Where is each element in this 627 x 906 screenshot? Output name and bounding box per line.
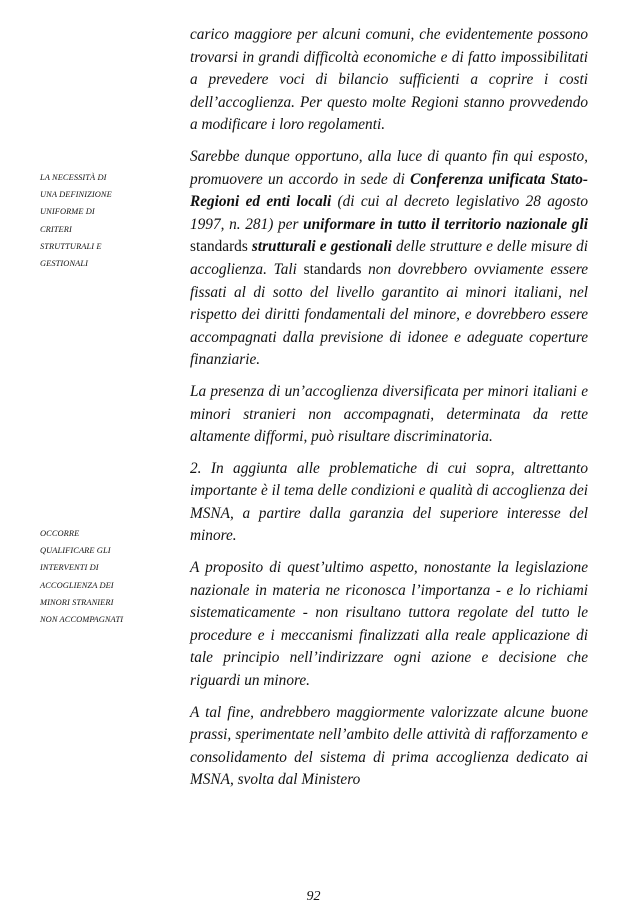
margin-note-line: UNA DEFINIZIONE [40, 190, 112, 200]
bold-phrase: uniformare in tutto il territorio nazionale gli [303, 215, 588, 233]
standards-term: standards [190, 238, 248, 256]
page-number: 92 [306, 889, 321, 904]
text-run: (di cui al decreto legislativo 28 agosto 1997, n. 281) per [190, 193, 588, 233]
paragraph-costs: carico maggiore per alcuni comuni, che evidentemente possono trovarsi in grandi difficoltà economiche e di fatto impossibilitati a prevedere voci di bilancio sufficienti a coprire i costi dell’accoglienza. Per questo molte Regioni stanno provvedendo a modificare i loro regolamenti. [190, 26, 588, 134]
bold-phrase: Conferenza unificata Stato-Regioni ed enti locali [190, 170, 588, 211]
margin-note-line: QUALIFICARE GLI [40, 546, 111, 556]
margin-note-line: UNIFORME DI [40, 207, 95, 217]
text-run: non dovrebbero ovviamente essere fissati al di sotto del livello garantito ai minori italiani, nel rispetto dei diritti fondamentali del minore, e dovrebbero essere accompagnati dalla previsione di idonee e adeguate coperture finanziarie. [190, 260, 588, 369]
margin-note-line: OCCORRE [40, 529, 80, 538]
text-run: delle strutture e delle misure di accoglienza. Tali [190, 238, 589, 278]
margin-note-line: STRUTTURALI E [40, 241, 102, 251]
margin-note-line: MINORI STRANIERI [40, 597, 114, 607]
margin-note-line: INTERVENTI DI [40, 563, 99, 573]
paragraph-discrimination: La presenza di un’accoglienza diversificata per minori italiani e minori stranieri non accompagnati, determinata da rette altamente difformi, può risultare discriminatoria. [190, 382, 588, 446]
margin-note-line: LA NECESSITÀ DI [40, 173, 107, 182]
paragraph-reception-quality: 2. In aggiunta alle problematiche di cui sopra, altrettanto importante è il tema delle condizioni e qualità di accoglienza dei MSNA, a partire dalla garanzia del superiore interesse del minore. [190, 459, 588, 545]
bold-phrase: strutturali e gestionali [251, 238, 392, 256]
body-text [190, 24, 588, 801]
standards-term: standards [303, 260, 362, 278]
margin-note-line: NON ACCOMPAGNATI [40, 615, 124, 625]
margin-note-qualify-interventions [40, 525, 158, 628]
paragraph-good-practices: A tal fine, andrebbero maggiormente valorizzate alcune buone prassi, sperimentate nell’ambito delle attività di rafforzamento e consolidamento del sistema di prima accoglienza dedicato ai MSNA, svolta dal Ministero [190, 703, 588, 789]
margin-note-line: CRITERI [40, 224, 72, 234]
margin-note-uniform-criteria [40, 169, 158, 272]
text-run: Sarebbe dunque opportuno, alla luce di quanto fin qui esposto, promuovere un accordo in sede di [190, 147, 588, 188]
margin-note-line: ACCOGLIENZA DEI [40, 580, 114, 590]
paragraph-conference-proposal [190, 146, 588, 372]
paragraph-best-interest: A proposito di quest’ultimo aspetto, nonostante la legislazione nazionale in materia ne riconosca l’importanza - e lo richiami sistematicamente - non risultano tuttora regolate del tutto le procedure e i meccanismi finalizzati alla reale applicazione di tale principio nell’indirizzare ogni azione e decisione che riguardi un minore. [190, 559, 588, 690]
margin-note-line: GESTIONALI [40, 259, 88, 269]
